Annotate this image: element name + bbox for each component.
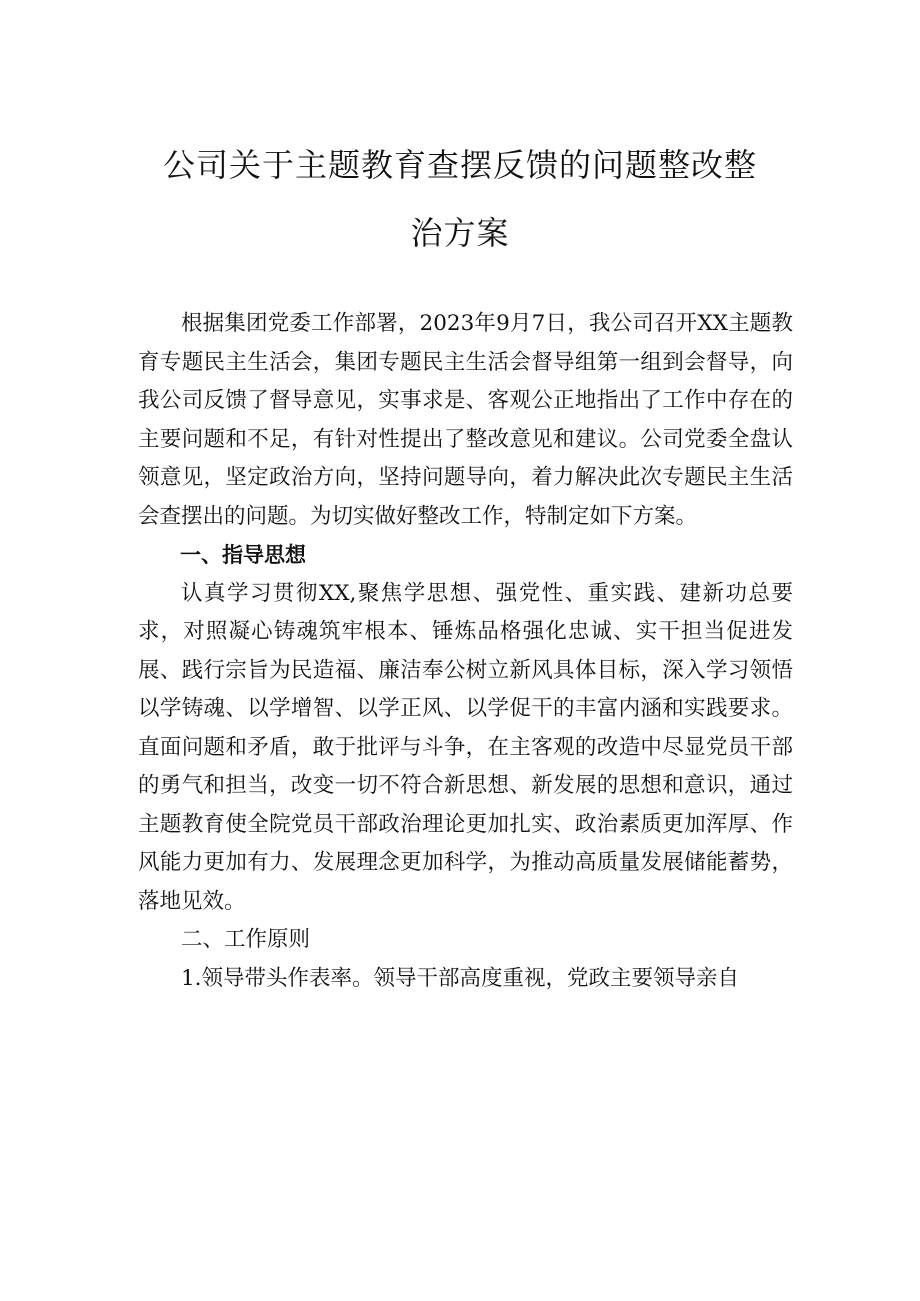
document-body	[138, 305, 793, 998]
document-title-line-2: 治方案	[410, 214, 510, 252]
document-title-line-1: 公司关于主题教育查摆反馈的问题整改整	[162, 146, 757, 184]
principle-item-1: 1.领导带头作表率。领导干部高度重视，党政主要领导亲自	[181, 965, 740, 991]
section-heading-work-principles: 二、工作原则	[181, 927, 311, 952]
intro-paragraph: 根据集团党委工作部署，2023年9月7日，我公司召开XX主题教育专题民主生活会，集团专题民主生活会督导组第一组到会督导，向我公司反馈了督导意见，实事求是、客观公正地指出了工作中存在的主要问题和不足，有针对性提出了整改意见和建议。公司党委全盘认领意见，坚定政治方向，坚持问题导向，着力解决此次专题民主生活会查摆出的问题。为切实做好整改工作，特制定如下方案。	[138, 311, 793, 529]
guiding-ideology-paragraph: 认真学习贯彻XX,聚焦学思想、强党性、重实践、建新功总要求，对照凝心铸魂筑牢根本、锤炼品格强化忠诚、实干担当促进发展、践行宗旨为民造福、廉洁奉公树立新风具体目标，深入学习领悟以学铸魂、以学增智、以学正风、以学促干的丰富内涵和实践要求。直面问题和矛盾，敢于批评与斗争，在主客观的改造中尽显党员干部的勇气和担当，改变一切不符合新思想、新发展的思想和意识，通过主题教育使全院党员干部政治理论更加扎实、政治素质更加浑厚、作风能力更加有力、发展理念更加科学，为推动高质量发展储能蓄势，落地见效。	[138, 580, 793, 914]
section-heading-guiding-ideology: 一、指导思想	[180, 543, 306, 567]
